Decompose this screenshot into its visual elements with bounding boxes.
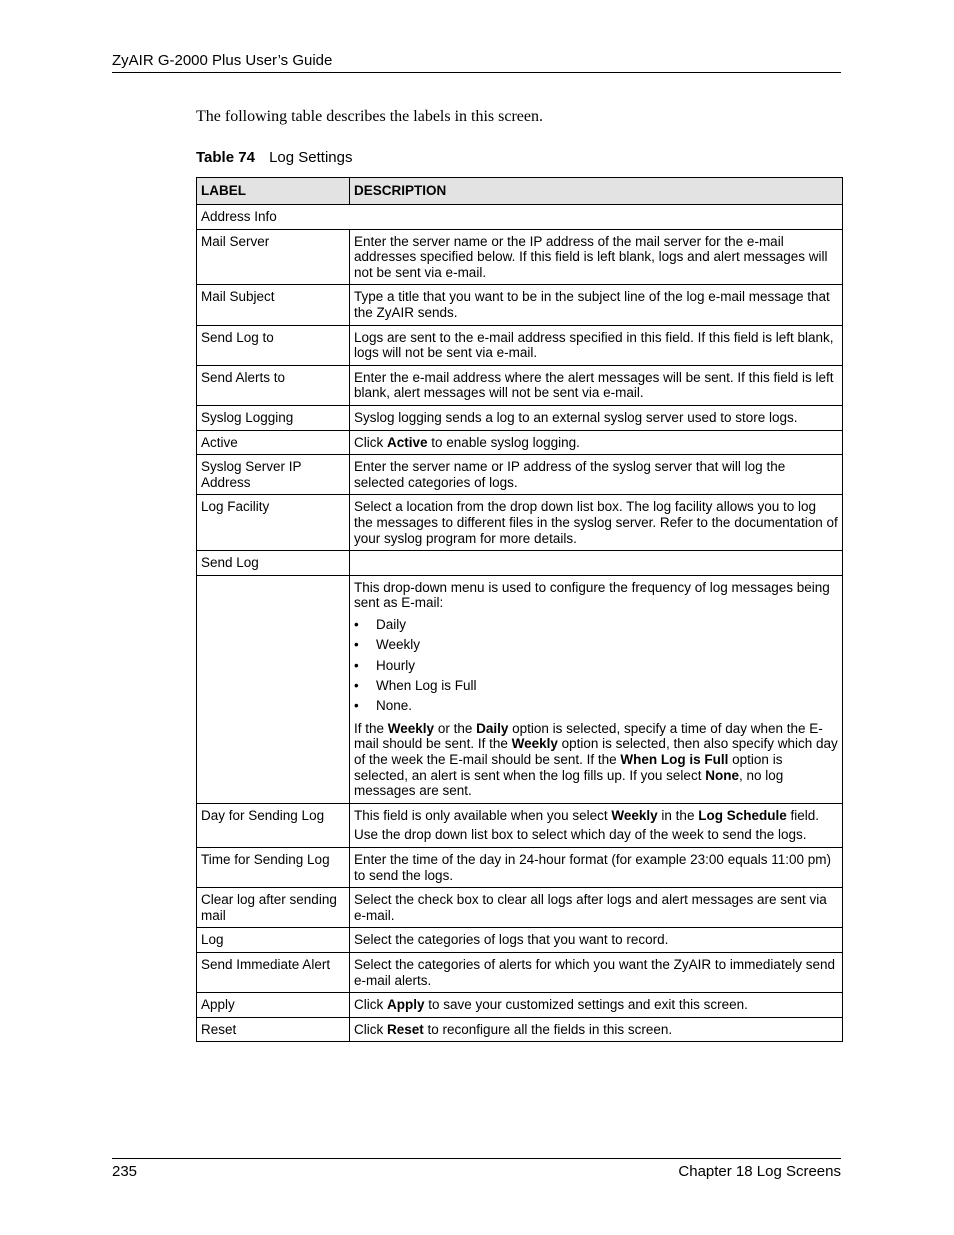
table-row	[197, 551, 843, 576]
bold-term: Reset	[387, 1021, 424, 1037]
bold-term: None	[705, 767, 739, 783]
day-note	[354, 808, 838, 824]
text-fragment: option is selected, specify a time of day when the E-mail should be sent. If the	[354, 720, 823, 752]
table-row	[197, 365, 843, 405]
row-label: Time for Sending Log	[197, 847, 350, 887]
row-label: Reset	[197, 1017, 350, 1042]
list-item	[354, 615, 838, 635]
table-row	[197, 928, 843, 953]
section-row-address-info: Address Info	[197, 205, 843, 230]
page-number: 235	[112, 1163, 138, 1180]
text-fragment: option is selected, an alert is sent when the log fills up. If you select	[354, 752, 783, 783]
table-row	[197, 325, 843, 365]
text-fragment: in the	[657, 807, 699, 823]
row-description	[350, 430, 843, 455]
column-header-label: LABEL	[197, 178, 350, 205]
text-fragment: to save your customized settings and exit this screen.	[424, 997, 748, 1013]
table-header-row	[197, 178, 843, 205]
text-fragment: If the	[354, 720, 388, 736]
bold-term: Weekly	[511, 736, 558, 752]
option-text: Hourly	[376, 657, 416, 673]
list-item	[354, 696, 838, 716]
row-description: Select a location from the drop down list box. The log facility allows you to log the messages to different files in the syslog server. Refer to the documentation of your syslog program for more details.	[350, 495, 843, 551]
row-description: Select the check box to clear all logs after logs and alert messages are sent via e-mail.	[350, 888, 843, 928]
row-label: Apply	[197, 993, 350, 1018]
row-label-empty	[197, 575, 350, 803]
text-fragment: field.	[786, 807, 819, 823]
bold-term: Weekly	[611, 807, 658, 823]
row-label: Syslog Logging	[197, 405, 350, 430]
schedule-details	[354, 721, 838, 799]
table-row	[197, 229, 843, 285]
row-description	[350, 575, 843, 803]
row-label: Log Facility	[197, 495, 350, 551]
list-item	[354, 635, 838, 655]
row-description: Select the categories of alerts for which you want the ZyAIR to immediately send e-mail alerts.	[350, 952, 843, 992]
text-fragment: Click	[354, 997, 387, 1013]
row-label: Send Log	[197, 551, 350, 576]
row-description: Type a title that you want to be in the subject line of the log e-mail message that the ZyAIR sends.	[350, 285, 843, 325]
running-header: ZyAIR G-2000 Plus User’s Guide	[112, 51, 841, 73]
table-row	[197, 405, 843, 430]
row-label: Send Alerts to	[197, 365, 350, 405]
text-fragment: to enable syslog logging.	[427, 434, 580, 450]
schedule-intro: This drop-down menu is used to configure the frequency of log messages being sent as E-mail:	[354, 579, 830, 611]
text-fragment: to reconfigure all the fields in this screen.	[423, 1021, 673, 1037]
row-description: Logs are sent to the e-mail address specified in this field. If this field is left blank, logs will not be sent via e-mail.	[350, 325, 843, 365]
row-description	[350, 993, 843, 1018]
table-title: Log Settings	[269, 149, 353, 166]
row-description: Syslog logging sends a log to an external syslog server used to store logs.	[350, 405, 843, 430]
column-header-description: DESCRIPTION	[350, 178, 843, 205]
table-row	[197, 888, 843, 928]
bold-term: Apply	[387, 997, 425, 1013]
chapter-title: Chapter 18 Log Screens	[678, 1163, 841, 1180]
schedule-options-list	[354, 615, 838, 717]
bold-term: Log Schedule	[698, 807, 787, 823]
row-description	[350, 1017, 843, 1042]
list-item	[354, 656, 838, 676]
row-description	[350, 803, 843, 847]
table-row	[197, 952, 843, 992]
bold-term: Weekly	[387, 720, 435, 736]
text-fragment: Click	[354, 1021, 387, 1037]
intro-text: The following table describes the labels in this screen.	[196, 108, 544, 125]
row-label: Send Log to	[197, 325, 350, 365]
bold-term: When Log is Full	[620, 752, 729, 768]
row-label: Send Immediate Alert	[197, 952, 350, 992]
bold-term: Daily	[476, 720, 509, 736]
row-label: Mail Server	[197, 229, 350, 285]
table-row	[197, 575, 843, 803]
row-description: Enter the time of the day in 24-hour format (for example 23:00 equals 11:00 pm) to send the logs.	[350, 847, 843, 887]
table-row	[197, 430, 843, 455]
row-description: Enter the server name or the IP address of the mail server for the e-mail addresses specified below. If this field is left blank, logs and alert messages will not be sent via e-mail.	[350, 229, 843, 285]
text-fragment: Click	[354, 434, 387, 450]
running-footer	[112, 1158, 841, 1181]
row-label: Day for Sending Log	[197, 803, 350, 847]
table-row	[197, 847, 843, 887]
table-row	[197, 803, 843, 847]
option-text: When Log is Full	[376, 678, 477, 694]
table-number: Table 74	[196, 149, 255, 166]
row-label: Mail Subject	[197, 285, 350, 325]
bold-term: Active	[387, 434, 428, 450]
bullet: •	[354, 698, 359, 714]
table-row	[197, 495, 843, 551]
text-fragment: option is selected, then also specify which day of the week the E-mail should be sent. If the	[354, 736, 838, 768]
row-description: Select the categories of logs that you want to record.	[350, 928, 843, 953]
row-description-empty	[350, 551, 843, 576]
row-label: Syslog Server IP Address	[197, 455, 350, 495]
table-row	[197, 993, 843, 1018]
row-description: Enter the e-mail address where the alert messages will be sent. If this field is left blank, alert messages will not be sent via e-mail.	[350, 365, 843, 405]
table-row	[197, 1017, 843, 1042]
option-text: Daily	[376, 616, 407, 632]
bullet: •	[354, 657, 359, 673]
text-fragment: or the	[434, 720, 477, 736]
table-row	[197, 285, 843, 325]
table-caption	[196, 148, 353, 168]
row-description: Enter the server name or IP address of the syslog server that will log the selected categories of logs.	[350, 455, 843, 495]
text-fragment: , no log messages are sent.	[354, 767, 784, 799]
day-instruction: Use the drop down list box to select which day of the week to send the logs.	[354, 827, 807, 843]
row-label: Log	[197, 928, 350, 953]
row-label: Active	[197, 430, 350, 455]
bullet: •	[354, 637, 359, 653]
option-text: Weekly	[376, 637, 421, 653]
bullet: •	[354, 678, 359, 694]
text-fragment: This field is only available when you select	[354, 807, 612, 823]
option-text: None.	[376, 698, 413, 714]
bullet: •	[354, 616, 359, 632]
log-settings-table	[196, 177, 847, 1042]
table-row	[197, 205, 843, 230]
list-item	[354, 676, 838, 696]
table-row	[197, 455, 843, 495]
row-label: Clear log after sending mail	[197, 888, 350, 928]
